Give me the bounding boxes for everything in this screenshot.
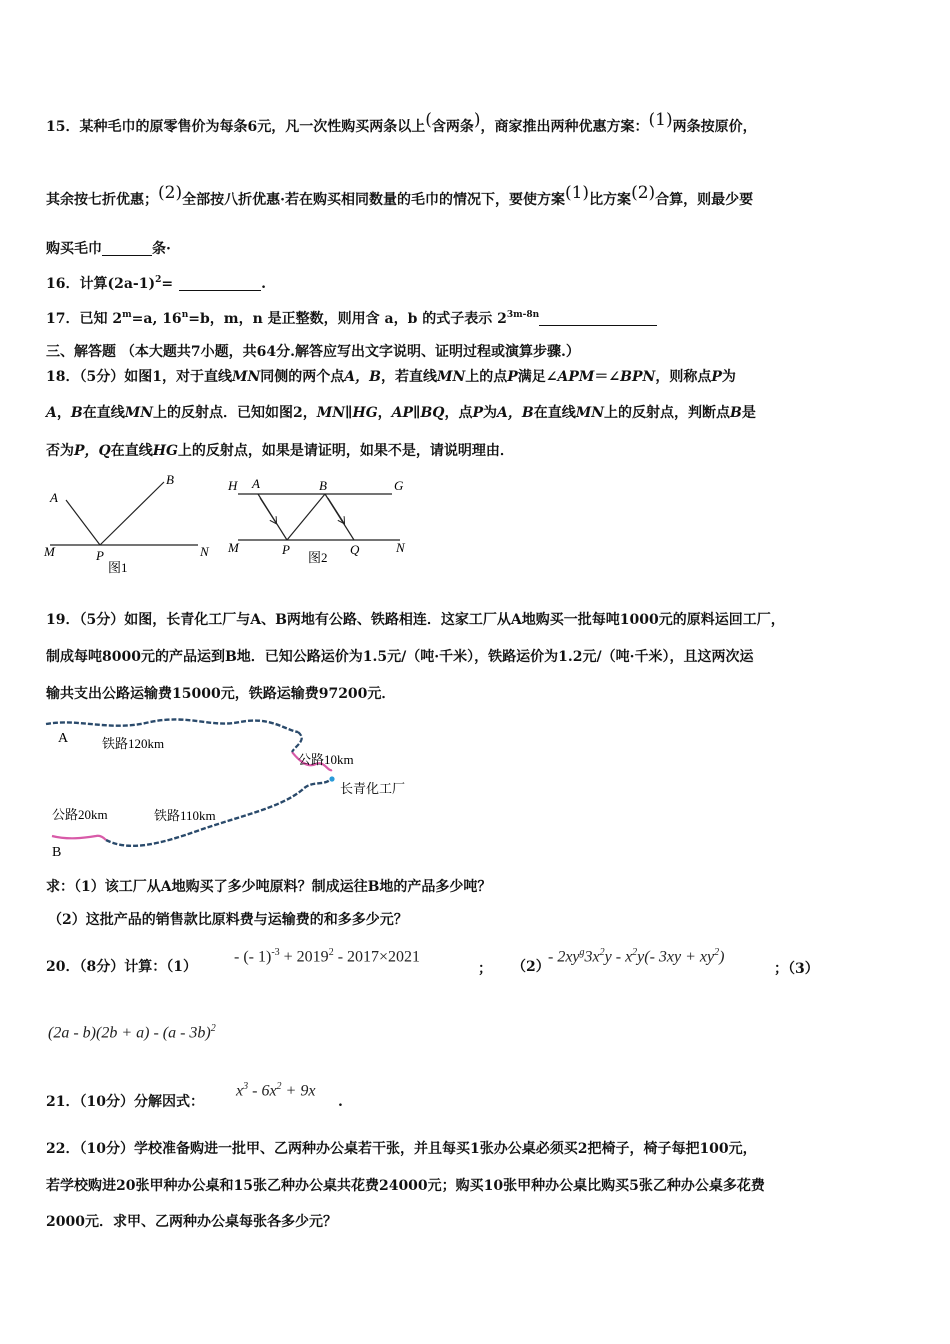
q18-text: ， (377, 405, 392, 421)
math-part: y(- 3xy + xy (637, 948, 715, 966)
road-near-b (52, 836, 106, 840)
point-p-label: P (282, 542, 290, 557)
q18-var: MN (575, 405, 605, 421)
q19-ask2: （2）这批产品的销售款比原料费与运输费的和多多少元？ (48, 912, 408, 928)
math-part: - (- 1) (234, 948, 272, 966)
q20-expr-1 (234, 948, 420, 965)
math-part: 3x (584, 948, 600, 966)
q17-text: =b，m，n 是正整数，则用含 a，b 的式子表示 2 (188, 311, 507, 327)
paren-open: ( (425, 110, 432, 130)
q17-text: =a, 16 (131, 311, 182, 327)
q16-text: 16．计算(2a-1) (46, 276, 156, 292)
exponent: m (122, 310, 132, 320)
q18-text: ，则称点 (655, 369, 712, 385)
q18-text: 在直线 (82, 405, 125, 421)
q18-text: 为 (721, 369, 736, 385)
q18-var: P，Q (74, 443, 111, 459)
q15-text: 其余按七折优惠； (46, 192, 158, 208)
q20-sep1: ； (478, 961, 492, 977)
q19-line1: 19．（5分）如图，长青化工厂与A、B两地有公路、铁路相连．这家工厂从A地购买一批每吨1000元的原料运回工厂， (46, 612, 785, 628)
point-n-label: N (396, 540, 405, 555)
q15-text: 购买毛巾 (46, 241, 102, 257)
q15-line1 (46, 110, 757, 135)
q18-var: MN (124, 405, 154, 421)
q18-text: 18．（5分）如图1，对于直线 (46, 369, 232, 385)
exponent: 2 (599, 947, 605, 958)
q17 (46, 311, 657, 326)
q18-var: P (472, 405, 484, 421)
q18-text: 同侧的两个点 (260, 369, 345, 385)
map-label-b: B (52, 845, 62, 860)
q18-var: MN∥HG (316, 405, 378, 421)
q18-text: 为 (483, 405, 498, 421)
q15-text: 含两条 (431, 119, 474, 135)
q18-line3 (46, 444, 514, 458)
road-connector (292, 732, 302, 752)
answer-blank[interactable] (539, 311, 657, 326)
q22-line2: 若学校购进20张甲种办公桌和15张乙种办公桌共花费24000元；购买10张甲种办公桌比购买5张乙种办公桌多花费 (46, 1178, 765, 1194)
q18-line1 (46, 370, 736, 384)
point-a-label: A (252, 476, 260, 491)
q18-text: 是 (741, 405, 756, 421)
q21-expr (236, 1082, 315, 1099)
map-label-rail1: 铁路120km (102, 736, 165, 751)
figure-1-caption: 图1 (108, 560, 128, 575)
q18-text: 否为 (46, 443, 74, 459)
q18-var: B (730, 405, 742, 421)
q17-text: 17．已知 2 (46, 311, 123, 327)
q18-text: 上的点 (465, 369, 508, 385)
q18-var: P (711, 369, 722, 385)
q15-text: 两条按原价， (672, 119, 757, 135)
q20-expr-2 (548, 948, 724, 965)
factory-marker (329, 776, 334, 781)
q20-label2: （2） (512, 959, 550, 975)
q18-var: HG (152, 443, 178, 459)
math-part: x (236, 1082, 244, 1100)
q22-line1: 22．（10分）学校准备购进一批甲、乙两种办公桌若干张，并且每买1张办公桌必须买2把椅子，椅子每把100元， (46, 1141, 757, 1157)
q20-expr-3 (48, 1024, 216, 1041)
q18-line2 (46, 406, 756, 420)
point-a-label: A (50, 490, 58, 505)
math-part: ) (719, 948, 725, 966)
point-b-label: B (319, 478, 327, 493)
section-heading: 三、解答题 （本大题共7小题，共64分.解答应写出文字说明、证明过程或演算步骤.） (46, 344, 580, 360)
route-map (40, 712, 460, 862)
q18-var: A (46, 405, 57, 421)
q15-line2 (46, 183, 754, 208)
q18-var: AP∥BQ (391, 405, 445, 421)
q18-text: ， (56, 405, 71, 421)
map-label-a: A (58, 731, 69, 746)
exponent: 2 (632, 947, 638, 958)
exponent: n (181, 310, 189, 320)
math-part: - 6x (248, 1082, 277, 1100)
map-label-road2: 公路20km (52, 807, 108, 822)
math-part: + 2019 (279, 948, 329, 966)
map-label-factory: 长青化工厂 (340, 781, 406, 796)
exponent: 2 (276, 1081, 282, 1092)
q16-text: . (261, 276, 266, 292)
q18-var: B (70, 405, 83, 421)
q15-text: 条· (152, 241, 171, 257)
q18-text: 满足∠ (517, 369, 558, 385)
math-part: + 9x (281, 1082, 316, 1100)
math-part: y - x (604, 948, 633, 966)
option-marker-1: (1) (648, 110, 673, 130)
point-p-label: P (96, 548, 104, 563)
option-marker-1: (1) (564, 183, 590, 203)
q18-text: ，点 (444, 405, 473, 421)
figure-1-diagram (40, 468, 220, 580)
point-b-label: B (166, 472, 174, 487)
q18-text: 上的反射点，如果是请证明，如果不是，请说明理由． (177, 443, 514, 459)
q18-var: MN (231, 369, 261, 385)
q18-text: ＝∠ (594, 369, 621, 385)
q18-text: 在直线 (533, 405, 576, 421)
q18-var: P (507, 369, 518, 385)
q18-var: BPN (620, 369, 656, 385)
answer-blank[interactable] (102, 241, 152, 256)
q15-text: 比方案 (589, 192, 632, 208)
q18-var: A，B (497, 405, 534, 421)
q18-var: MN (436, 369, 466, 385)
q18-text: 上的反射点，判断点 (604, 405, 731, 421)
exponent: 2 (155, 275, 162, 285)
math-part: (2a - b)(2b + a) - (a - 3b) (48, 1024, 211, 1042)
q16-text: = (161, 276, 174, 292)
q15-text: ，商家推出两种优惠方案： (480, 119, 649, 135)
point-q-label: Q (350, 542, 360, 557)
point-g-label: G (394, 478, 404, 493)
exponent: -3 (271, 947, 280, 958)
q21-label: 21．（10分）分解因式： (46, 1094, 204, 1110)
q22-line3: 2000元．求甲、乙两种办公桌每张各多少元？ (46, 1214, 337, 1230)
q18-var: A，B (344, 369, 381, 385)
option-marker-2: (2) (631, 183, 656, 203)
q18-text: ，若直线 (380, 369, 437, 385)
exponent: 3m-8n (506, 310, 540, 320)
map-label-road1: 公路10km (298, 752, 354, 767)
q21-end: . (338, 1094, 343, 1110)
map-label-rail2: 铁路110km (154, 808, 216, 823)
figure-2-diagram (222, 468, 418, 572)
exponent: 2 (210, 1023, 216, 1034)
point-m-label: M (228, 540, 239, 555)
exponent: g (579, 947, 585, 958)
railway-a-to-factory (46, 719, 298, 732)
point-n-label: N (200, 544, 209, 559)
q15-text: 15．某种毛巾的原零售价为每条6元，凡一次性购买两条以上 (46, 119, 426, 135)
figure-2-caption: 图2 (308, 550, 328, 565)
exponent: 2 (328, 947, 334, 958)
q18-var: APM (557, 369, 595, 385)
q18-text: 在直线 (110, 443, 153, 459)
q15-text: 合算，则最少要 (655, 192, 754, 208)
answer-blank[interactable] (179, 276, 261, 291)
math-part: - 2017×2021 (333, 948, 421, 966)
exponent: 2 (714, 947, 720, 958)
q19-ask1: 求：（1）该工厂从A地购买了多少吨原料？制成运往B地的产品多少吨？ (46, 879, 492, 895)
q20-sep2: ；（3） (774, 961, 819, 977)
point-h-label: H (228, 478, 238, 493)
railway-b-to-factory (106, 780, 330, 846)
q15-line3 (46, 241, 171, 256)
point-m-label: M (44, 544, 55, 559)
q19-line2: 制成每吨8000元的产品运到B地．已知公路运价为1.5元/（吨·千米），铁路运价为1.2元/（吨·千米），且这两次运 (46, 649, 754, 665)
q19-line3: 输共支出公路运输费15000元，铁路运输费97200元． (46, 686, 396, 702)
paren-close: ) (473, 110, 481, 130)
q20-label: 20．（8分）计算：（1） (46, 959, 197, 975)
option-marker-2: (2) (158, 183, 183, 203)
q15-text: 全部按八折优惠·若在购买相同数量的毛巾的情况下，要使方案 (182, 192, 565, 208)
math-part: - 2xy (548, 948, 580, 966)
q16 (46, 276, 266, 291)
exponent: 3 (243, 1081, 249, 1092)
q18-text: 上的反射点．已知如图2， (153, 405, 317, 421)
